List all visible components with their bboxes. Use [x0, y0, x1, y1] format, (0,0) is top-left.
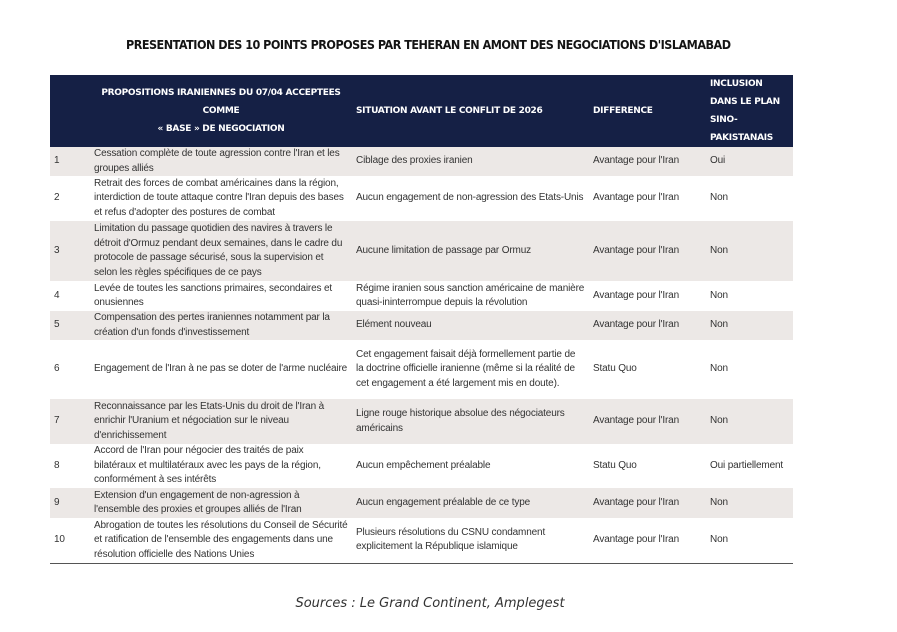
row-difference: Avantage pour l'Iran — [589, 221, 706, 281]
row-inclusion: Oui partiellement — [706, 444, 793, 488]
header-inclusion: INCLUSION DANS LE PLAN SINO-PAKISTANAIS — [706, 75, 793, 147]
table-row — [50, 444, 793, 488]
row-difference: Avantage pour l'Iran — [589, 488, 706, 518]
row-inclusion: Non — [706, 311, 793, 340]
row-inclusion: Non — [706, 176, 793, 221]
table-row — [50, 311, 793, 340]
row-difference: Avantage pour l'Iran — [589, 176, 706, 221]
row-number: 7 — [50, 399, 90, 444]
row-number: 6 — [50, 340, 90, 399]
table-row — [50, 147, 793, 176]
row-difference: Statu Quo — [589, 444, 706, 488]
row-situation: Elément nouveau — [352, 311, 589, 340]
row-number: 8 — [50, 444, 90, 488]
header-situation: SITUATION AVANT LE CONFLIT DE 2026 — [352, 75, 589, 147]
row-number: 4 — [50, 281, 90, 311]
row-difference: Avantage pour l'Iran — [589, 311, 706, 340]
table-row — [50, 221, 793, 281]
row-situation: Aucun engagement préalable de ce type — [352, 488, 589, 518]
header-difference: DIFFERENCE — [589, 75, 706, 147]
row-proposition: Abrogation de toutes les résolutions du Conseil de Sécurité et ratification de l'ensemble des engagements dans une résolution officielle des Nations Unies — [90, 518, 352, 563]
header-propositions-line1: PROPOSITIONS IRANIENNES DU 07/04 ACCEPTEES COMME — [101, 88, 341, 116]
row-number: 5 — [50, 311, 90, 340]
row-number: 9 — [50, 488, 90, 518]
row-situation: Ligne rouge historique absolue des négociateurs américains — [352, 399, 589, 444]
row-number: 10 — [50, 518, 90, 563]
row-proposition: Extension d'un engagement de non-agression à l'ensemble des proxies et groupes alliés de l'Iran — [90, 488, 352, 518]
row-proposition: Engagement de l'Iran à ne pas se doter de l'arme nucléaire — [90, 340, 352, 399]
row-proposition: Accord de l'Iran pour négocier des traités de paix bilatéraux et multilatéraux avec les pays de la région, conformément à ses intérêts — [90, 444, 352, 488]
table-row — [50, 399, 793, 444]
row-difference: Avantage pour l'Iran — [589, 281, 706, 311]
row-inclusion: Non — [706, 281, 793, 311]
table-row — [50, 340, 793, 399]
row-difference: Avantage pour l'Iran — [589, 147, 706, 176]
row-inclusion: Non — [706, 221, 793, 281]
row-inclusion: Non — [706, 340, 793, 399]
row-situation: Plusieurs résolutions du CSNU condamnent explicitement la République islamique — [352, 518, 589, 563]
row-number: 3 — [50, 221, 90, 281]
row-proposition: Compensation des pertes iraniennes notamment par la création d'un fonds d'investissement — [90, 311, 352, 340]
row-situation: Aucune limitation de passage par Ormuz — [352, 221, 589, 281]
table-row — [50, 281, 793, 311]
row-inclusion: Oui — [706, 147, 793, 176]
page-title: PRESENTATION DES 10 POINTS PROPOSES PAR TEHERAN EN AMONT DES NEGOCIATIONS D'ISLAMABAD — [126, 38, 731, 52]
header-propositions-line2: « BASE » DE NEGOCIATION — [157, 124, 285, 134]
row-proposition: Cessation complète de toute agression contre l'Iran et les groupes alliés — [90, 147, 352, 176]
row-difference: Avantage pour l'Iran — [589, 399, 706, 444]
row-difference: Avantage pour l'Iran — [589, 518, 706, 563]
row-difference: Statu Quo — [589, 340, 706, 399]
row-proposition: Levée de toutes les sanctions primaires, secondaires et onusiennes — [90, 281, 352, 311]
row-inclusion: Non — [706, 399, 793, 444]
row-inclusion: Non — [706, 488, 793, 518]
row-situation: Cet engagement faisait déjà formellement partie de la doctrine officielle iranienne (même si la réalité de cet engagement a été largement mis en doute). — [352, 340, 589, 399]
row-proposition: Limitation du passage quotidien des navires à travers le détroit d'Ormuz pendant deux semaines, dans le cadre du protocole de passage sécurisé, sous la supervision et selon les règles spécifiques de ce pays — [90, 221, 352, 281]
row-situation: Aucun empêchement préalable — [352, 444, 589, 488]
row-inclusion: Non — [706, 518, 793, 563]
row-proposition: Retrait des forces de combat américaines dans la région, interdiction de toute attaque contre l'Iran depuis des bases et refus d'adopter des postures de combat — [90, 176, 352, 221]
row-situation: Ciblage des proxies iranien — [352, 147, 589, 176]
table-header-row — [50, 75, 793, 147]
propositions-table — [50, 75, 793, 564]
table-row — [50, 488, 793, 518]
table-row — [50, 176, 793, 221]
row-proposition: Reconnaissance par les Etats-Unis du droit de l'Iran à enrichir l'Uranium et négociation sur le niveau d'enrichissement — [90, 399, 352, 444]
row-situation: Régime iranien sous sanction américaine de manière quasi-ininterrompue depuis la révolution — [352, 281, 589, 311]
header-number — [50, 75, 90, 147]
row-situation: Aucun engagement de non-agression des Etats-Unis — [352, 176, 589, 221]
row-number: 1 — [50, 147, 90, 176]
sources-caption: Sources : Le Grand Continent, Amplegest — [295, 596, 565, 611]
header-propositions — [90, 75, 352, 147]
row-number: 2 — [50, 176, 90, 221]
table-row — [50, 518, 793, 563]
